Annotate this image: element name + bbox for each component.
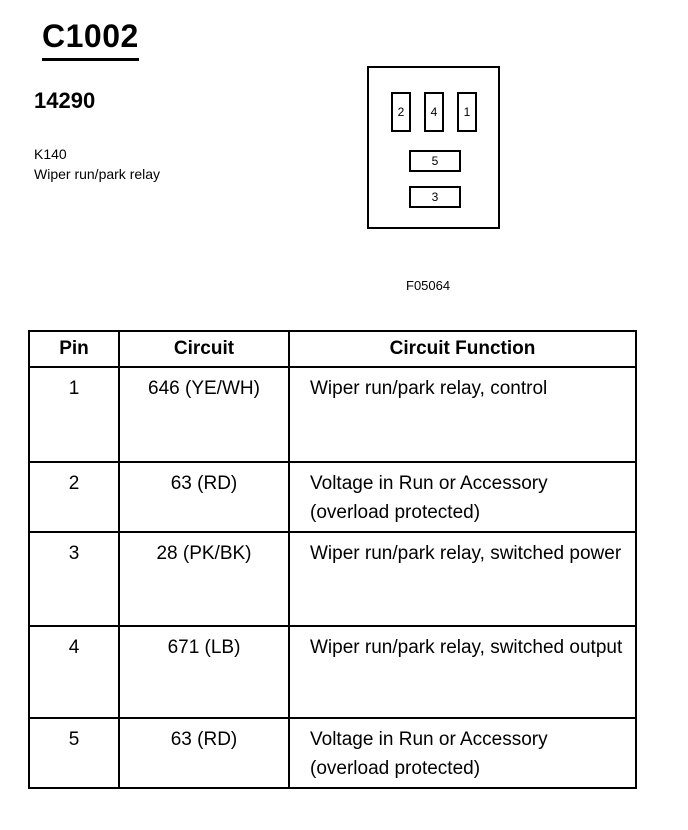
pin-table	[28, 330, 637, 789]
cell-circuit: 28 (PK/BK)	[119, 532, 289, 626]
cell-function: Wiper run/park relay, switched output	[289, 626, 636, 718]
cell-circuit: 63 (RD)	[119, 462, 289, 532]
table-row	[29, 532, 636, 626]
pin-cavity-1: 1	[457, 92, 477, 132]
connector-title: C1002	[42, 14, 139, 61]
table-row	[29, 626, 636, 718]
cell-pin: 5	[29, 718, 119, 788]
header-circuit-function: Circuit Function	[289, 331, 636, 367]
table-row	[29, 367, 636, 462]
pin-cavity-4: 4	[424, 92, 444, 132]
connector-face-diagram	[367, 66, 500, 229]
header-pin: Pin	[29, 331, 119, 367]
pin-cavity-3: 3	[409, 186, 461, 208]
cell-function: Wiper run/park relay, switched power	[289, 532, 636, 626]
table-row	[29, 462, 636, 532]
cell-pin: 4	[29, 626, 119, 718]
pin-cavity-5: 5	[409, 150, 461, 172]
component-id: K140	[34, 146, 67, 162]
table-header-row	[29, 331, 636, 367]
cell-pin: 1	[29, 367, 119, 462]
cell-circuit: 671 (LB)	[119, 626, 289, 718]
cell-circuit: 646 (YE/WH)	[119, 367, 289, 462]
cell-function: Voltage in Run or Accessory (overload protected)	[289, 462, 636, 532]
header-circuit: Circuit	[119, 331, 289, 367]
cell-pin: 2	[29, 462, 119, 532]
cell-circuit: 63 (RD)	[119, 718, 289, 788]
figure-id: F05064	[406, 278, 451, 293]
cell-function: Wiper run/park relay, control	[289, 367, 636, 462]
part-number: 14290	[34, 88, 96, 113]
component-description: Wiper run/park relay	[34, 166, 161, 182]
cell-pin: 3	[29, 532, 119, 626]
table-row	[29, 718, 636, 788]
cell-function: Voltage in Run or Accessory (overload protected)	[289, 718, 636, 788]
pin-cavity-2: 2	[391, 92, 411, 132]
